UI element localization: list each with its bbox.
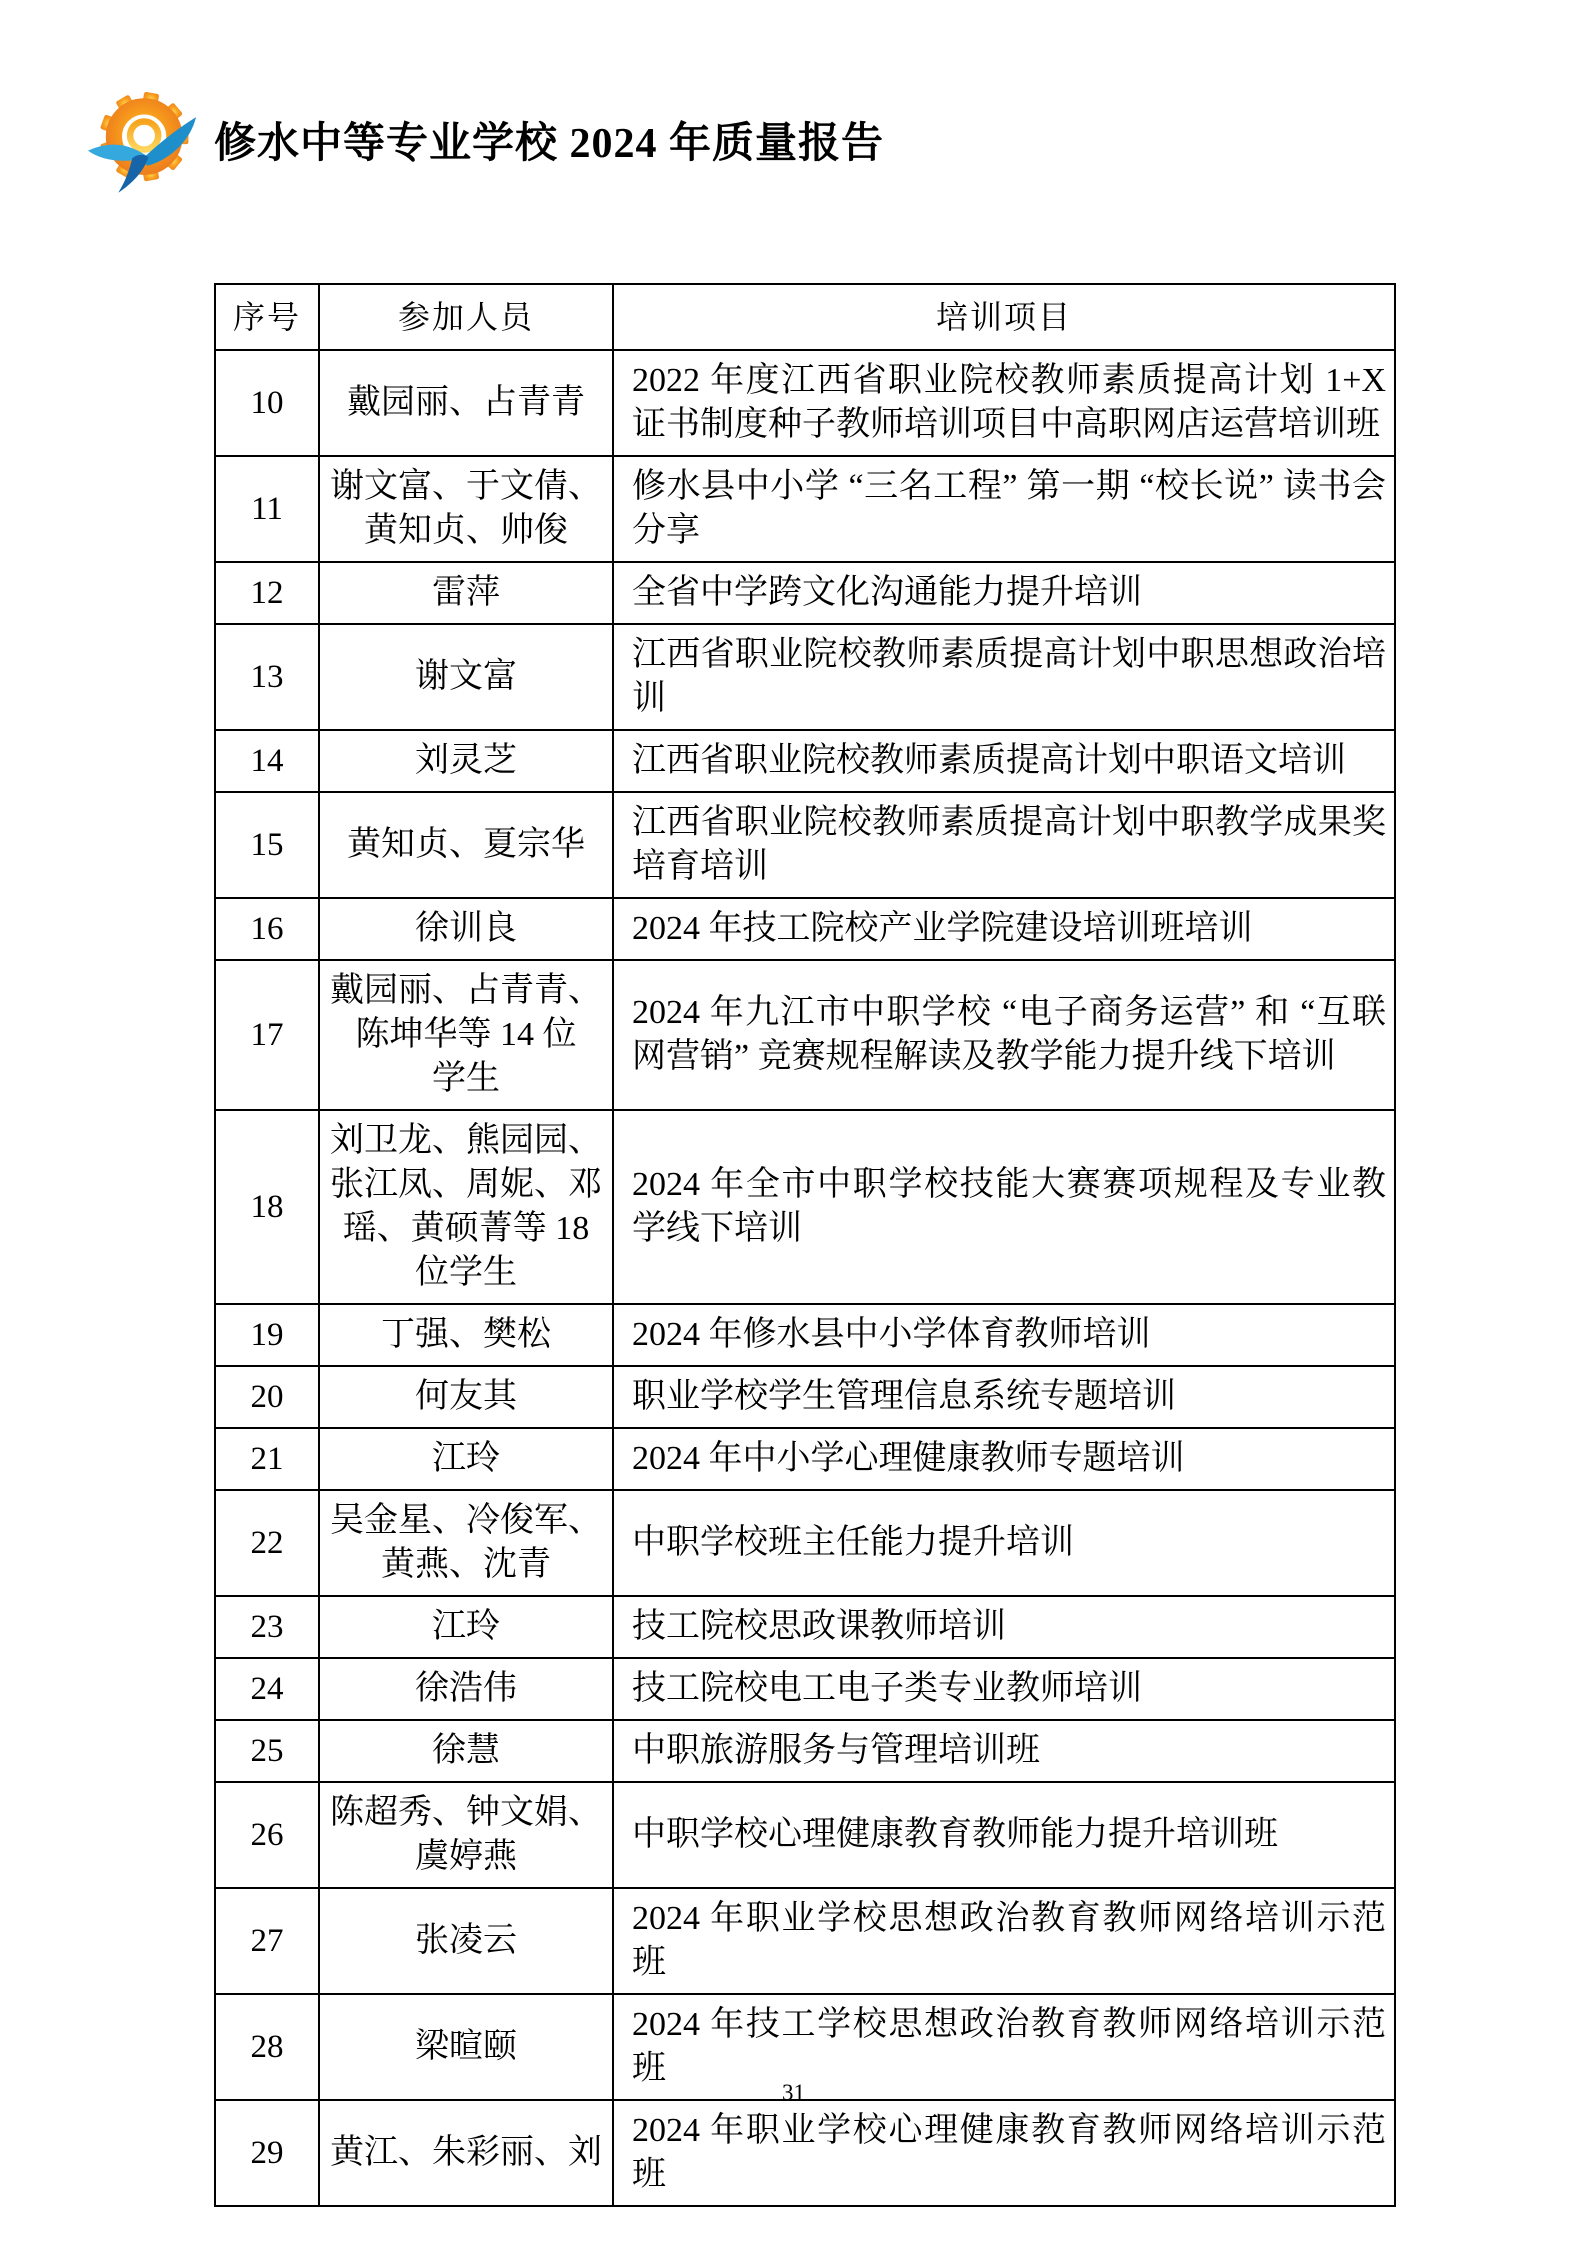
- row-number-cell: 11: [215, 456, 319, 562]
- project-cell: 2024 年九江市中职学校 “电子商务运营” 和 “互联网营销” 竞赛规程解读及教学能力提升线下培训: [613, 960, 1395, 1110]
- participants-cell: 黄江、朱彩丽、刘: [319, 2100, 613, 2206]
- project-cell: 江西省职业院校教师素质提高计划中职语文培训: [613, 730, 1395, 792]
- project-cell: 2024 年全市中职学校技能大赛赛项规程及专业教学线下培训: [613, 1110, 1395, 1304]
- project-cell: 2024 年技工学校思想政治教育教师网络培训示范班: [613, 1994, 1395, 2100]
- participants-cell: 徐训良: [319, 898, 613, 960]
- table-row: [215, 1782, 1395, 1888]
- row-number-cell: 20: [215, 1366, 319, 1428]
- participants-cell: 吴金星、冷俊军、 黄燕、沈青: [319, 1490, 613, 1596]
- table-row: [215, 1596, 1395, 1658]
- row-number-cell: 23: [215, 1596, 319, 1658]
- project-cell: 中职旅游服务与管理培训班: [613, 1720, 1395, 1782]
- participants-cell: 谢文富: [319, 624, 613, 730]
- table-row: [215, 1428, 1395, 1490]
- col-header-no: 序号: [215, 284, 319, 350]
- participants-cell: 戴园丽、占青青: [319, 350, 613, 456]
- participants-cell: 谢文富、于文倩、 黄知贞、帅俊: [319, 456, 613, 562]
- col-header-participants: 参加人员: [319, 284, 613, 350]
- participants-cell: 陈超秀、钟文娟、 虞婷燕: [319, 1782, 613, 1888]
- training-table: [214, 283, 1396, 2207]
- row-number-cell: 29: [215, 2100, 319, 2206]
- table-row: [215, 1720, 1395, 1782]
- project-cell: 中职学校班主任能力提升培训: [613, 1490, 1395, 1596]
- participants-cell: 黄知贞、夏宗华: [319, 792, 613, 898]
- table-row: [215, 960, 1395, 1110]
- project-cell: 江西省职业院校教师素质提高计划中职教学成果奖培育培训: [613, 792, 1395, 898]
- col-header-project: 培训项目: [613, 284, 1395, 350]
- participants-cell: 张凌云: [319, 1888, 613, 1994]
- project-cell: 江西省职业院校教师素质提高计划中职思想政治培训: [613, 624, 1395, 730]
- participants-cell: 刘灵芝: [319, 730, 613, 792]
- training-table-body: [215, 350, 1395, 2206]
- table-row: [215, 1304, 1395, 1366]
- table-row: [215, 1658, 1395, 1720]
- participants-cell: 戴园丽、占青青、 陈坤华等 14 位 学生: [319, 960, 613, 1110]
- row-number-cell: 24: [215, 1658, 319, 1720]
- row-number-cell: 18: [215, 1110, 319, 1304]
- project-cell: 2024 年职业学校思想政治教育教师网络培训示范班: [613, 1888, 1395, 1994]
- table-row: [215, 1888, 1395, 1994]
- doc-header: [0, 0, 1587, 200]
- participants-cell: 丁强、樊松: [319, 1304, 613, 1366]
- table-row: [215, 562, 1395, 624]
- project-cell: 修水县中小学 “三名工程” 第一期 “校长说” 读书会分享: [613, 456, 1395, 562]
- row-number-cell: 16: [215, 898, 319, 960]
- row-number-cell: 26: [215, 1782, 319, 1888]
- table-row: [215, 1490, 1395, 1596]
- row-number-cell: 14: [215, 730, 319, 792]
- table-header-row: [215, 284, 1395, 350]
- project-cell: 全省中学跨文化沟通能力提升培训: [613, 562, 1395, 624]
- row-number-cell: 22: [215, 1490, 319, 1596]
- participants-cell: 何友其: [319, 1366, 613, 1428]
- row-number-cell: 10: [215, 350, 319, 456]
- project-cell: 2024 年职业学校心理健康教育教师网络培训示范班: [613, 2100, 1395, 2206]
- project-cell: 2024 年修水县中小学体育教师培训: [613, 1304, 1395, 1366]
- project-cell: 2024 年技工院校产业学院建设培训班培训: [613, 898, 1395, 960]
- row-number-cell: 13: [215, 624, 319, 730]
- row-number-cell: 21: [215, 1428, 319, 1490]
- table-row: [215, 1366, 1395, 1428]
- table-row: [215, 792, 1395, 898]
- project-cell: 2024 年中小学心理健康教师专题培训: [613, 1428, 1395, 1490]
- table-row: [215, 350, 1395, 456]
- participants-cell: 雷萍: [319, 562, 613, 624]
- page-title: 修水中等专业学校 2024 年质量报告: [214, 121, 885, 167]
- participants-cell: 刘卫龙、熊园园、 张江凤、周妮、邓 瑶、黄硕菁等 18 位学生: [319, 1110, 613, 1304]
- participants-cell: 徐浩伟: [319, 1658, 613, 1720]
- participants-cell: 徐慧: [319, 1720, 613, 1782]
- project-cell: 职业学校学生管理信息系统专题培训: [613, 1366, 1395, 1428]
- participants-cell: 梁暄颐: [319, 1994, 613, 2100]
- participants-cell: 江玲: [319, 1596, 613, 1658]
- table-row: [215, 898, 1395, 960]
- row-number-cell: 15: [215, 792, 319, 898]
- row-number-cell: 19: [215, 1304, 319, 1366]
- page-number: 31: [782, 2080, 805, 2105]
- table-row: [215, 456, 1395, 562]
- row-number-cell: 25: [215, 1720, 319, 1782]
- row-number-cell: 17: [215, 960, 319, 1110]
- participants-cell: 江玲: [319, 1428, 613, 1490]
- row-number-cell: 12: [215, 562, 319, 624]
- project-cell: 2022 年度江西省职业院校教师素质提高计划 1+X 证书制度种子教师培训项目中高职网店运营培训班: [613, 350, 1395, 456]
- table-row: [215, 2100, 1395, 2206]
- table-row: [215, 624, 1395, 730]
- row-number-cell: 27: [215, 1888, 319, 1994]
- project-cell: 中职学校心理健康教育教师能力提升培训班: [613, 1782, 1395, 1888]
- project-cell: 技工院校电工电子类专业教师培训: [613, 1658, 1395, 1720]
- table-row: [215, 1110, 1395, 1304]
- school-logo-icon: [86, 88, 198, 196]
- table-row: [215, 730, 1395, 792]
- project-cell: 技工院校思政课教师培训: [613, 1596, 1395, 1658]
- row-number-cell: 28: [215, 1994, 319, 2100]
